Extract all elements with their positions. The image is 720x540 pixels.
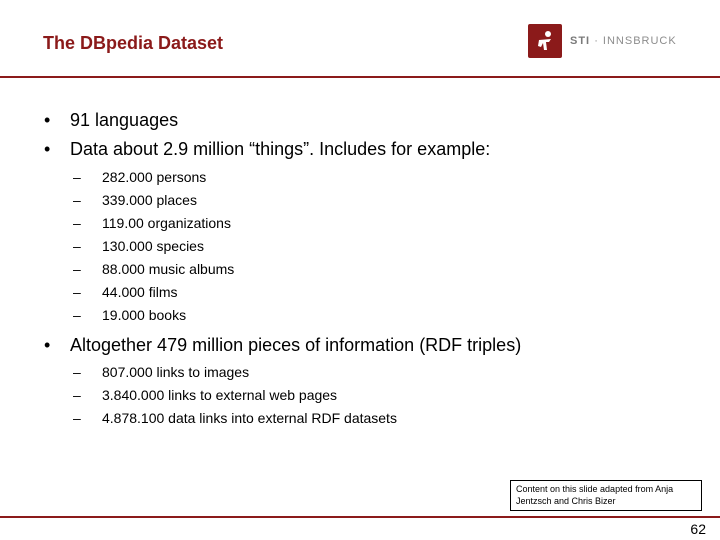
- dash-marker: –: [73, 307, 81, 323]
- source-credit-box: Content on this slide adapted from Anja Jentzsch and Chris Bizer: [510, 480, 702, 511]
- dash-marker: –: [73, 284, 81, 300]
- logo-text: [570, 35, 677, 47]
- sub-item: [44, 281, 684, 304]
- sub-item-text: 19.000 books: [102, 307, 187, 323]
- sub-list-triples: [44, 361, 684, 430]
- dash-marker: –: [73, 192, 81, 208]
- bullet-item: [44, 135, 684, 164]
- sub-item: [44, 235, 684, 258]
- slide-title: The DBpedia Dataset: [43, 33, 224, 53]
- bullet-marker: •: [44, 139, 51, 159]
- sub-item: [44, 384, 684, 407]
- logo-separator: ·: [594, 35, 599, 47]
- sub-item: [44, 258, 684, 281]
- sub-item: [44, 361, 684, 384]
- sub-item-text: 807.000 links to images: [102, 364, 250, 380]
- sub-item: [44, 304, 684, 327]
- logo-place: INNSBRUCK: [602, 35, 677, 47]
- dash-marker: –: [73, 215, 81, 231]
- sub-item: [44, 212, 684, 235]
- page-number: 62: [690, 521, 706, 537]
- sti-person-icon: [528, 24, 562, 58]
- bullet-item: [44, 331, 684, 360]
- sub-item-text: 88.000 music albums: [102, 261, 235, 277]
- sub-item-text: 3.840.000 links to external web pages: [102, 387, 338, 403]
- bullet-list: [44, 106, 684, 430]
- sub-item-text: 282.000 persons: [102, 169, 207, 185]
- sub-item-text: 44.000 films: [102, 284, 178, 300]
- dash-marker: –: [73, 261, 81, 277]
- dash-marker: –: [73, 410, 81, 426]
- bullet-text: Data about 2.9 million “things”. Includes for example:: [70, 139, 491, 159]
- sub-item-text: 4.878.100 data links into external RDF datasets: [102, 410, 397, 426]
- sub-item-text: 119.00 organizations: [102, 215, 231, 231]
- dash-marker: –: [73, 364, 81, 380]
- bullet-text: Altogether 479 million pieces of information (RDF triples): [70, 335, 522, 355]
- sub-item-text: 339.000 places: [102, 192, 197, 208]
- sub-item: [44, 189, 684, 212]
- logo-brand: STI: [570, 35, 591, 47]
- bullet-item: [44, 106, 684, 135]
- sub-list-things: [44, 166, 684, 327]
- header-divider: [0, 76, 720, 78]
- bullet-marker: •: [44, 335, 51, 355]
- dash-marker: –: [73, 238, 81, 254]
- sub-item: [44, 407, 684, 430]
- footer-divider: [0, 516, 720, 518]
- sub-item: [44, 166, 684, 189]
- dash-marker: –: [73, 387, 81, 403]
- dash-marker: –: [73, 169, 81, 185]
- bullet-marker: •: [44, 110, 51, 130]
- sti-innsbruck-logo: [528, 24, 677, 58]
- bullet-text: 91 languages: [70, 110, 179, 130]
- sub-item-text: 130.000 species: [102, 238, 204, 254]
